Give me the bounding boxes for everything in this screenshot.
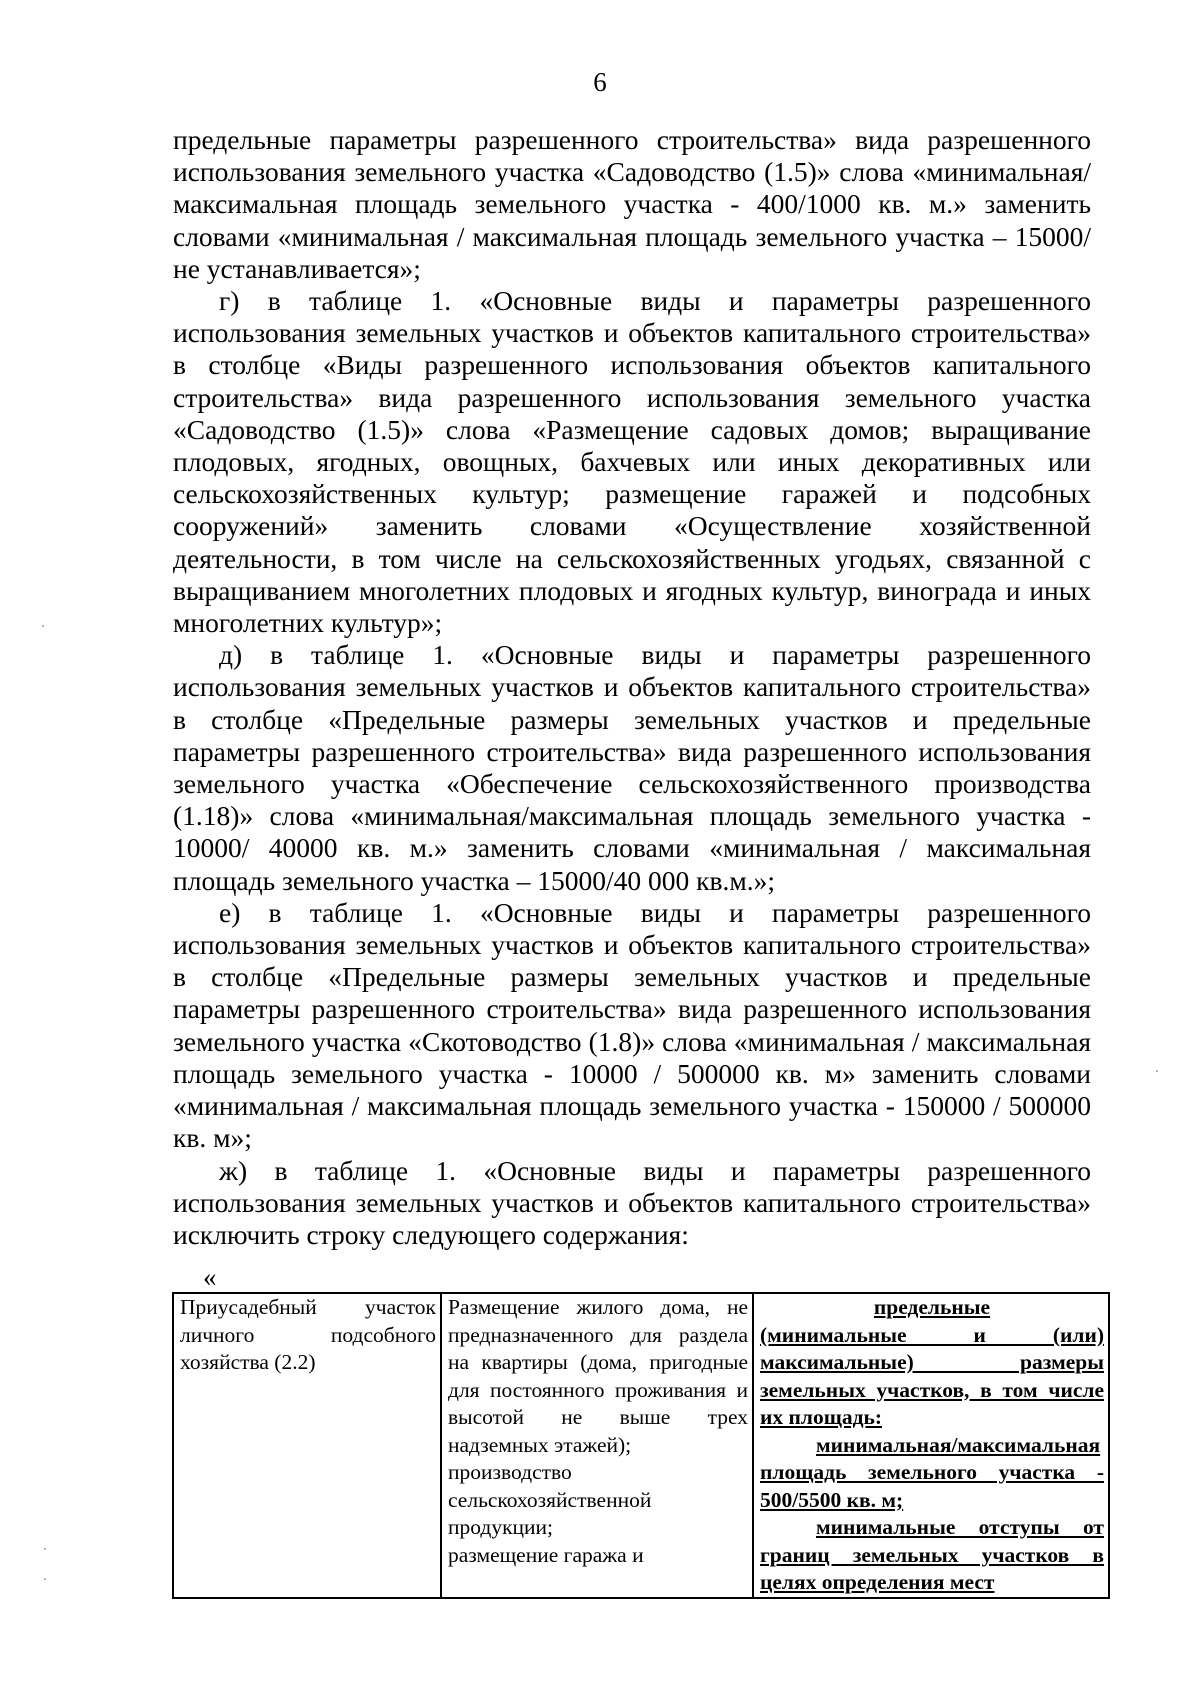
scan-speck [1156,1070,1158,1072]
paragraph-item-g: г) в таблице 1. «Основные виды и параметры разрешенного использования земельных участков и объектов капитального строительства» в столбце «Виды разрешенного использования объектов капитального строительства» вида разрешенного использования земельного участка «Садоводство (1.5)» слова «Размещение садовых домов; выращивание плодовых, ягодных, овощных, бахчевых или иных декоративных или сельскохозяйственных культур; размещение гаражей и подсобных сооружений» заменить словами «Осуществление хозяйственной деятельности, в том числе на сельскохозяйственных угодьях, связанной с выращиванием многолетних плодовых и ягодных культур, винограда и иных многолетних культур»; [173,285,1091,639]
opening-quote-mark: « [203,1262,217,1292]
scan-speck [42,625,44,627]
scan-speck [44,1578,46,1580]
paragraph-item-d: д) в таблице 1. «Основные виды и параметры разрешенного использования земельных участков и объектов капитального строительства» в столбце «Предельные размеры земельных участков и предельные параметры разрешенного строительства» вида разрешенного использования земельного участка «Обеспечение сельскохозяйственного производства (1.18)» слова «минимальная/максимальная площадь земельного участка - 10000/ 40000 кв. м.» заменить словами «минимальная / максимальная площадь земельного участка – 15000/40 000 кв.м.»; [173,639,1091,896]
limit-parameters-area: минимальная/максимальная площадь земельного участка - 500/5500 кв. м; [760,1432,1104,1512]
limit-parameters-setbacks: минимальные отступы от границ земельных участков в целях определения мест [760,1515,1104,1594]
limit-parameters-text: (минимальные и (или) максимальные) размеры земельных участков, в том числе их площадь: [760,1322,1104,1429]
body-text [173,124,1091,1251]
limit-parameters-heading: предельные [873,1295,991,1319]
excluded-row-table [172,1292,1110,1599]
paragraph-continuation: предельные параметры разрешенного строительства» вида разрешенного использования земельного участка «Садоводство (1.5)» слова «минимальная/максимальная площадь земельного участка - 400/1000 кв. м.» заменить словами «минимальная / максимальная площадь земельного участка – 15000/не устанавливается»; [173,124,1091,284]
limit-parameters-cell [753,1293,1109,1598]
land-use-name: Приусадебный участок личного подсобного хозяйства (2.2) [180,1295,436,1374]
table-row [173,1293,1109,1598]
permitted-use-line: размещение гаража и [448,1542,644,1567]
permitted-use-line: производство сельскохозяйственной продукции; [448,1460,652,1539]
scan-speck [44,1548,46,1550]
paragraph-item-e: е) в таблице 1. «Основные виды и параметры разрешенного использования земельных участков и объектов капитального строительства» в столбце «Предельные размеры земельных участков и предельные параметры разрешенного строительства» вида разрешенного использования земельного участка «Скотоводство (1.8)» слова «минимальная / максимальная площадь земельного участка - 10000 / 500000 кв. м» заменить словами «минимальная / максимальная площадь земельного участка - 150000 / 500000 кв. м»; [173,896,1091,1154]
permitted-use-line: Размещение жилого дома, не предназначенного для раздела на квартиры (дома, пригодные для постоянного проживания и высотой не выше трех надземных этажей); [448,1295,748,1457]
page-number: 6 [593,67,607,97]
permitted-use-cell [441,1293,753,1598]
paragraph-item-zh: ж) в таблице 1. «Основные виды и параметры разрешенного использования земельных участков и объектов капитального строительства» исключить строку следующего содержания: [173,1154,1091,1250]
land-use-name-cell [173,1293,441,1598]
